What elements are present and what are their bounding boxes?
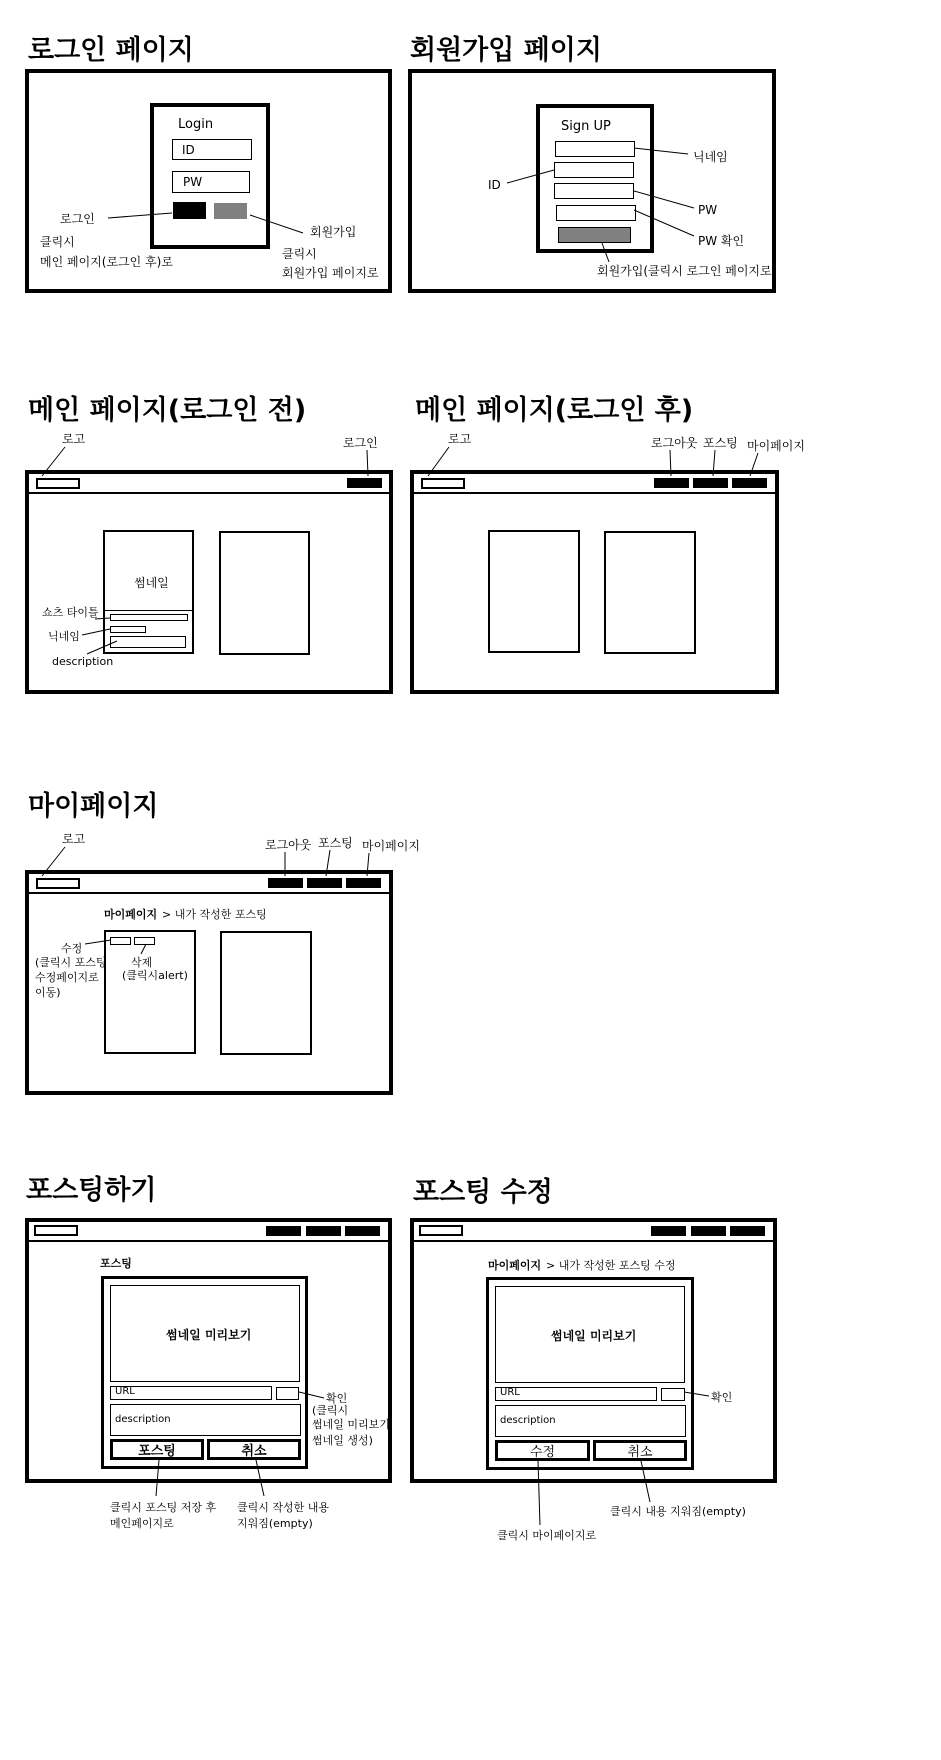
header-divider (27, 492, 391, 494)
form-title: Sign UP (561, 119, 611, 134)
section-title: 메인 페이지(로그인 전) (28, 395, 307, 426)
description-placeholder: description (115, 1414, 171, 1425)
signup-submit-button[interactable] (558, 227, 631, 243)
url-placeholder: URL (115, 1386, 135, 1397)
thumbnail-preview-label: 썸네일 미리보기 (551, 1329, 637, 1343)
header-divider (412, 492, 777, 494)
posting-button[interactable] (691, 1226, 726, 1236)
mypage-button[interactable] (345, 1226, 380, 1236)
header-divider (412, 1240, 775, 1242)
header-divider (27, 892, 391, 894)
shorts-card[interactable] (488, 530, 580, 653)
annotation: 로고 (62, 432, 86, 446)
breadcrumb-current[interactable]: 마이페이지 (488, 1259, 542, 1272)
section-title: 메인 페이지(로그인 후) (415, 395, 694, 426)
nickname-field[interactable] (555, 141, 635, 157)
shorts-card[interactable] (219, 531, 310, 655)
annotation: 클릭시 (282, 247, 317, 261)
breadcrumb-current[interactable]: 마이페이지 (104, 908, 158, 921)
logout-button[interactable] (651, 1226, 686, 1236)
annotation: 메인페이지로 (110, 1517, 174, 1530)
confirm-button[interactable] (661, 1388, 685, 1401)
annotation: description (52, 655, 114, 668)
annotation: 회원가입 페이지로 (282, 266, 379, 280)
id-field-label: ID (182, 143, 195, 157)
thumbnail-preview-label: 썸네일 미리보기 (166, 1328, 252, 1342)
my-posting-card[interactable] (104, 930, 196, 1054)
delete-button[interactable] (134, 937, 155, 945)
annotation: (클릭시 (312, 1404, 349, 1417)
posting-button[interactable] (306, 1226, 341, 1236)
annotation: 이동) (35, 986, 61, 999)
pw-field-label: PW (183, 175, 203, 189)
annotation: 로그아웃 (651, 436, 698, 450)
annotation: 닉네임 (48, 630, 80, 643)
annotation: 클릭시 (40, 235, 75, 249)
post-button[interactable]: 포스팅 (110, 1439, 204, 1460)
annotation: 회원가입(클릭시 로그인 페이지로) (597, 264, 777, 278)
my-posting-card[interactable] (220, 931, 312, 1055)
section-title: 회원가입 페이지 (410, 35, 602, 66)
annotation: 클릭시 포스팅 저장 후 (110, 1501, 217, 1514)
logo[interactable] (419, 1225, 463, 1236)
annotation: 쇼츠 타이틀 (42, 606, 99, 619)
card-divider (104, 610, 193, 611)
logo[interactable] (421, 478, 465, 489)
annotation: ID (488, 178, 501, 192)
breadcrumb: > 내가 작성한 포스팅 (162, 908, 267, 921)
annotation: 확인 (711, 1391, 733, 1404)
annotation: 회원가입 (310, 225, 357, 239)
annotation: 클릭시 작성한 내용 (237, 1501, 330, 1514)
logout-button[interactable] (266, 1226, 301, 1236)
pw-field[interactable] (554, 183, 634, 199)
url-placeholder: URL (500, 1387, 520, 1398)
form-title: Login (178, 117, 214, 132)
annotation: 로고 (448, 432, 472, 446)
header-divider (27, 1240, 390, 1242)
annotation: 마이페이지 (362, 839, 420, 853)
section-title: 마이페이지 (28, 791, 159, 822)
posting-button[interactable] (693, 478, 728, 488)
annotation: 수정 (61, 942, 83, 955)
mypage-button[interactable] (346, 878, 381, 888)
annotation: PW 확인 (698, 234, 745, 248)
annotation: 포스팅 (318, 836, 353, 850)
id-field[interactable] (554, 162, 634, 178)
section-label: 포스팅 (100, 1257, 132, 1270)
annotation: 로그인 (343, 436, 378, 450)
mypage-button[interactable] (732, 478, 767, 488)
shorts-title-field (110, 614, 188, 621)
logo[interactable] (36, 878, 80, 889)
annotation: PW (698, 203, 718, 217)
confirm-button[interactable] (276, 1387, 299, 1400)
annotation: 확인 (326, 1392, 348, 1405)
mypage-button[interactable] (730, 1226, 765, 1236)
annotation: 닉네임 (693, 150, 728, 164)
cancel-button[interactable]: 취소 (207, 1439, 301, 1460)
annotation: 클릭시 내용 지워짐(empty) (610, 1505, 746, 1518)
annotation: 지워짐(empty) (237, 1517, 313, 1530)
section-title: 포스팅 수정 (413, 1177, 553, 1208)
annotation: 로고 (62, 832, 86, 846)
description-placeholder: description (500, 1415, 556, 1426)
pw-confirm-field[interactable] (556, 205, 636, 221)
annotation: 로그아웃 (265, 838, 312, 852)
annotation: 삭제 (131, 956, 153, 969)
annotation: 마이페이지 (747, 439, 805, 453)
posting-button[interactable] (307, 878, 342, 888)
annotation: 썸네일 생성) (312, 1434, 373, 1447)
description-field (110, 636, 186, 648)
main-after-frame (410, 470, 779, 694)
logout-button[interactable] (268, 878, 303, 888)
signup-button[interactable] (214, 203, 247, 219)
annotation: (클릭시 포스팅 (35, 956, 107, 969)
annotation: 클릭시 마이페이지로 (497, 1529, 597, 1542)
nickname-field (110, 626, 146, 633)
annotation: 수정페이지로 (35, 971, 99, 984)
shorts-card[interactable] (604, 531, 696, 654)
annotation: 메인 페이지(로그인 후)로 (40, 255, 173, 269)
annotation: 로그인 (60, 212, 95, 226)
annotation: 썸네일 미리보기 (312, 1418, 390, 1431)
section-title: 로그인 페이지 (28, 35, 194, 66)
login-button[interactable] (173, 202, 206, 219)
logo[interactable] (36, 478, 80, 489)
breadcrumb: > 내가 작성한 포스팅 수정 (546, 1259, 676, 1272)
edit-submit-button[interactable]: 수정 (495, 1440, 590, 1461)
thumbnail-label: 썸네일 (134, 576, 169, 590)
login-button[interactable] (347, 478, 382, 488)
annotation: (클릭시alert) (122, 969, 188, 982)
logo[interactable] (34, 1225, 78, 1236)
annotation: 포스팅 (703, 436, 738, 450)
section-title: 포스팅하기 (26, 1175, 157, 1206)
cancel-button[interactable]: 취소 (593, 1440, 687, 1461)
logout-button[interactable] (654, 478, 689, 488)
edit-button[interactable] (110, 937, 131, 945)
